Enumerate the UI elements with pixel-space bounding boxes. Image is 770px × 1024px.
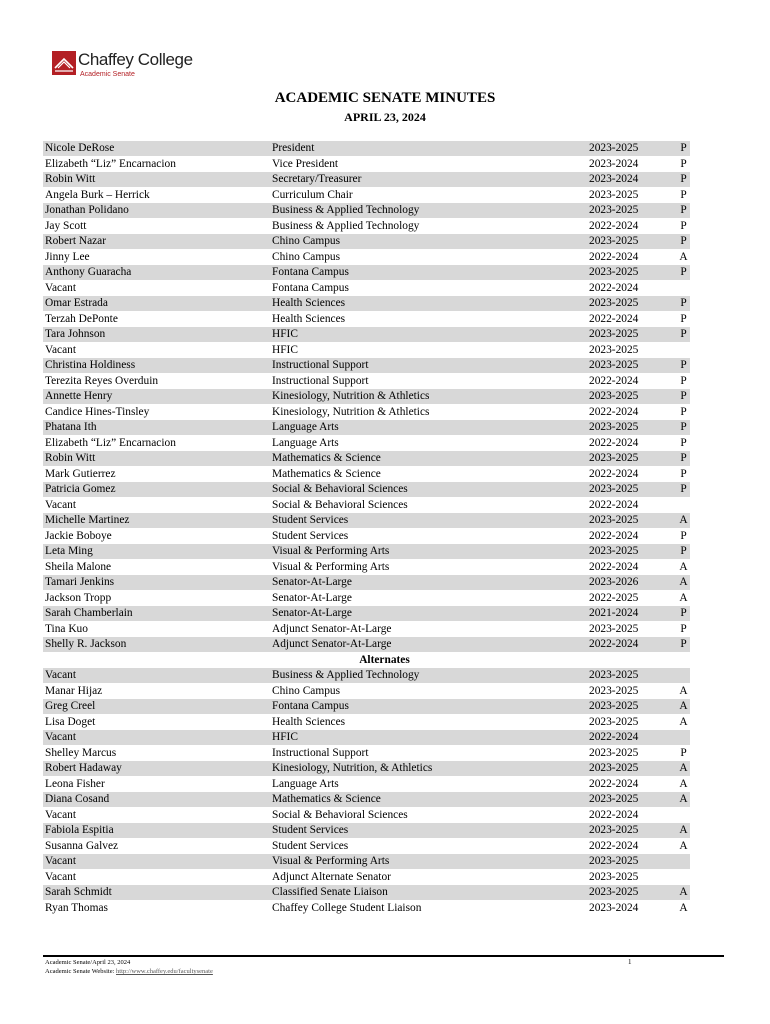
- member-position: Adjunct Alternate Senator: [272, 870, 391, 883]
- member-position: Business & Applied Technology: [270, 203, 590, 218]
- member-name: Anthony Guaracha: [43, 265, 270, 280]
- senate-website-link[interactable]: http://www.chaffey.edu/facultysenate: [116, 968, 213, 975]
- member-name: Phatana Ith: [43, 420, 270, 435]
- member-term: 2023-2025: [589, 622, 639, 635]
- member-position: Instructional Support: [272, 374, 369, 387]
- table-row: [43, 141, 691, 157]
- attendance-mark: [677, 730, 690, 745]
- member-name: Leona Fisher: [45, 777, 105, 790]
- member-position: Language Arts: [272, 436, 339, 449]
- attendance-mark: [677, 854, 690, 869]
- table-row: [43, 777, 691, 793]
- member-position: Chino Campus: [272, 250, 341, 263]
- footer: [45, 958, 213, 976]
- attendance-mark: P: [680, 188, 687, 201]
- table-row: [43, 219, 691, 235]
- table-row: [43, 327, 691, 343]
- attendance-mark: A: [677, 513, 690, 528]
- member-name: Annette Henry: [43, 389, 270, 404]
- member-term: 2023-2025: [586, 451, 689, 466]
- member-position: Senator-At-Large: [272, 591, 352, 604]
- table-row: [43, 870, 691, 886]
- member-term: 2022-2024: [589, 467, 639, 480]
- table-row: [43, 839, 691, 855]
- attendance-mark: A: [679, 777, 688, 790]
- attendance-mark: P: [677, 172, 690, 187]
- member-position: Language Arts: [270, 420, 590, 435]
- attendance-mark: A: [677, 823, 690, 838]
- member-position: Business & Applied Technology: [272, 219, 420, 232]
- member-name: Shelly R. Jackson: [43, 637, 270, 652]
- member-position: Visual & Performing Arts: [270, 544, 590, 559]
- table-row: [43, 715, 691, 731]
- attendance-mark: P: [677, 420, 690, 435]
- member-position: Fontana Campus: [272, 281, 349, 294]
- attendance-mark: [677, 808, 690, 823]
- member-term: 2023-2025: [586, 482, 689, 497]
- member-term: 2021-2024: [586, 606, 689, 621]
- table-row: [43, 622, 691, 638]
- member-term: 2022-2024: [586, 637, 689, 652]
- member-term: 2023-2025: [589, 684, 639, 697]
- member-position: Fontana Campus: [270, 699, 590, 714]
- table-row: [43, 405, 691, 421]
- document-title: ACADEMIC SENATE MINUTES: [274, 90, 496, 106]
- member-name: Vacant: [43, 854, 270, 869]
- member-position: Adjunct Senator-At-Large: [270, 637, 590, 652]
- member-term: 2022-2025: [589, 591, 639, 604]
- attendance-mark: [677, 870, 690, 885]
- member-name: Elizabeth “Liz” Encarnacion: [45, 436, 176, 449]
- member-term: 2022-2024: [589, 281, 639, 294]
- member-term: 2022-2024: [589, 777, 639, 790]
- table-row: [43, 606, 691, 622]
- alternates-header-row: [43, 653, 691, 669]
- table-row: [43, 575, 691, 591]
- member-name: Robin Witt: [43, 172, 270, 187]
- member-term: 2022-2024: [589, 374, 639, 387]
- table-row: [43, 172, 691, 188]
- attendance-mark: P: [677, 234, 690, 249]
- table-row: [43, 544, 691, 560]
- member-name: Shelley Marcus: [45, 746, 117, 759]
- alternates-heading: Alternates: [359, 653, 410, 666]
- member-position: Social & Behavioral Sciences: [272, 808, 408, 821]
- member-position: Fontana Campus: [270, 265, 590, 280]
- attendance-mark: P: [677, 544, 690, 559]
- member-term: 2022-2024: [589, 808, 639, 821]
- member-name: Vacant: [45, 498, 76, 511]
- member-term: 2022-2024: [589, 436, 639, 449]
- member-position: Social & Behavioral Sciences: [270, 482, 590, 497]
- member-name: Angela Burk – Herrick: [45, 188, 150, 201]
- attendance-mark: P: [680, 157, 687, 170]
- member-term: 2023-2025: [586, 141, 689, 156]
- member-term: 2023-2025: [586, 420, 689, 435]
- member-position: Health Sciences: [272, 312, 346, 325]
- table-row: [43, 684, 691, 700]
- member-term: 2023-2025: [589, 746, 639, 759]
- attendance-mark: P: [680, 467, 687, 480]
- member-position: Visual & Performing Arts: [270, 854, 590, 869]
- member-term: 2023-2024: [586, 172, 689, 187]
- member-position: Classified Senate Liaison: [270, 885, 590, 900]
- table-row: [43, 234, 691, 250]
- attendance-mark: A: [679, 901, 688, 914]
- attendance-mark: P: [680, 312, 687, 325]
- attendance-mark: P: [677, 141, 690, 156]
- table-row: [43, 823, 691, 839]
- member-position: Kinesiology, Nutrition, & Athletics: [270, 761, 590, 776]
- table-row: [43, 529, 691, 545]
- member-term: 2023-2025: [586, 823, 689, 838]
- table-row: [43, 358, 691, 374]
- member-position: Student Services: [270, 823, 590, 838]
- table-row: [43, 901, 691, 917]
- member-name: Tamari Jenkins: [43, 575, 270, 590]
- attendance-mark: P: [677, 358, 690, 373]
- table-row: [43, 420, 691, 436]
- table-row: [43, 482, 691, 498]
- member-term: 2023-2025: [589, 715, 639, 728]
- table-row: [43, 312, 691, 328]
- attendance-mark: P: [677, 482, 690, 497]
- table-row: [43, 296, 691, 312]
- attendance-mark: P: [677, 327, 690, 342]
- attendance-mark: P: [680, 374, 687, 387]
- table-row: [43, 265, 691, 281]
- member-name: Vacant: [45, 343, 76, 356]
- member-position: Instructional Support: [272, 746, 369, 759]
- member-term: 2022-2024: [586, 730, 689, 745]
- member-name: Vacant: [43, 730, 270, 745]
- attendance-table: [43, 141, 691, 916]
- table-row: [43, 885, 691, 901]
- attendance-mark: A: [679, 684, 688, 697]
- member-term: 2022-2024: [589, 560, 639, 573]
- table-row: [43, 513, 691, 529]
- member-position: Student Services: [270, 513, 590, 528]
- footer-line-2: [45, 967, 213, 976]
- table-row: [43, 389, 691, 405]
- member-term: 2023-2025: [586, 699, 689, 714]
- page-number: 1: [628, 958, 632, 966]
- member-name: Ryan Thomas: [45, 901, 108, 914]
- member-name: Jonathan Polidano: [43, 203, 270, 218]
- member-name: Elizabeth “Liz” Encarnacion: [45, 157, 176, 170]
- member-term: 2022-2024: [589, 529, 639, 542]
- attendance-mark: [677, 498, 690, 513]
- member-name: Greg Creel: [43, 699, 270, 714]
- member-term: 2022-2024: [589, 312, 639, 325]
- table-row: [43, 560, 691, 576]
- member-term: 2023-2024: [589, 157, 639, 170]
- member-term: 2023-2025: [586, 358, 689, 373]
- member-position: Health Sciences: [272, 715, 346, 728]
- table-row: [43, 343, 691, 359]
- member-name: Vacant: [45, 870, 76, 883]
- member-position: Mathematics & Science: [270, 792, 590, 807]
- member-position: Mathematics & Science: [272, 467, 381, 480]
- document-date: APRIL 23, 2024: [344, 110, 426, 124]
- member-position: Kinesiology, Nutrition & Athletics: [270, 389, 590, 404]
- member-name: Fabiola Espitia: [43, 823, 270, 838]
- member-term: 2023-2025: [586, 389, 689, 404]
- table-row: [43, 250, 691, 266]
- member-term: 2023-2025: [586, 234, 689, 249]
- member-name: Candice Hines-Tinsley: [45, 405, 150, 418]
- member-position: HFIC: [272, 343, 298, 356]
- member-name: Tina Kuo: [45, 622, 88, 635]
- member-position: Student Services: [272, 839, 349, 852]
- attendance-mark: P: [677, 265, 690, 280]
- table-row: [43, 761, 691, 777]
- attendance-mark: A: [677, 885, 690, 900]
- attendance-mark: A: [679, 250, 688, 263]
- member-term: 2023-2025: [586, 792, 689, 807]
- footer-line-1: Academic Senate/April 23, 2024: [45, 959, 131, 966]
- member-name: Sarah Chamberlain: [43, 606, 270, 621]
- table-row: [43, 203, 691, 219]
- member-name: Vacant: [45, 281, 76, 294]
- attendance-mark: A: [679, 715, 688, 728]
- member-position: Business & Applied Technology: [270, 668, 590, 683]
- attendance-mark: P: [680, 436, 687, 449]
- member-name: Leta Ming: [43, 544, 270, 559]
- table-row: [43, 792, 691, 808]
- attendance-mark: P: [677, 606, 690, 621]
- table-row: [43, 637, 691, 653]
- attendance-mark: A: [677, 575, 690, 590]
- member-term: 2023-2025: [586, 885, 689, 900]
- member-term: 2023-2025: [586, 544, 689, 559]
- table-row: [43, 188, 691, 204]
- member-name: Omar Estrada: [43, 296, 270, 311]
- attendance-mark: A: [677, 699, 690, 714]
- member-position: Adjunct Senator-At-Large: [272, 622, 392, 635]
- member-position: Mathematics & Science: [270, 451, 590, 466]
- member-name: Tara Johnson: [43, 327, 270, 342]
- table-row: [43, 730, 691, 746]
- member-term: 2023-2024: [589, 901, 639, 914]
- chaffey-logo-icon: [52, 51, 76, 75]
- member-name: Diana Cosand: [43, 792, 270, 807]
- member-name: Robin Witt: [43, 451, 270, 466]
- footer-divider: [43, 955, 724, 957]
- attendance-mark: A: [679, 839, 688, 852]
- member-name: Michelle Martinez: [43, 513, 270, 528]
- member-term: 2023-2025: [586, 761, 689, 776]
- member-name: Christina Holdiness: [43, 358, 270, 373]
- member-term: 2023-2025: [586, 296, 689, 311]
- member-term: 2022-2024: [589, 839, 639, 852]
- member-name: Patricia Gomez: [43, 482, 270, 497]
- member-position: Chaffey College Student Liaison: [272, 901, 422, 914]
- member-position: Health Sciences: [270, 296, 590, 311]
- member-term: 2023-2025: [586, 854, 689, 869]
- table-row: [43, 699, 691, 715]
- table-row: [43, 591, 691, 607]
- member-name: Terzah DePonte: [45, 312, 118, 325]
- attendance-mark: [677, 343, 690, 358]
- member-position: Secretary/Treasurer: [270, 172, 590, 187]
- member-name: Manar Hijaz: [45, 684, 103, 697]
- table-row: [43, 157, 691, 173]
- table-row: [43, 467, 691, 483]
- member-term: 2023-2025: [586, 668, 689, 683]
- member-term: 2022-2024: [589, 405, 639, 418]
- member-position: Social & Behavioral Sciences: [272, 498, 408, 511]
- attendance-mark: P: [680, 405, 687, 418]
- attendance-mark: P: [677, 296, 690, 311]
- member-name: Jay Scott: [45, 219, 87, 232]
- table-row: [43, 451, 691, 467]
- member-position: Visual & Performing Arts: [272, 560, 390, 573]
- member-term: 2022-2024: [589, 219, 639, 232]
- member-name: Jinny Lee: [45, 250, 90, 263]
- member-term: 2022-2024: [589, 498, 639, 511]
- member-name: Jackson Tropp: [45, 591, 112, 604]
- attendance-mark: P: [680, 219, 687, 232]
- attendance-mark: P: [680, 529, 687, 542]
- member-position: Senator-At-Large: [270, 575, 590, 590]
- member-term: 2023-2025: [589, 870, 639, 883]
- attendance-mark: A: [677, 761, 690, 776]
- member-name: Mark Gutierrez: [45, 467, 116, 480]
- attendance-mark: P: [680, 746, 687, 759]
- member-position: Student Services: [272, 529, 349, 542]
- member-term: 2023-2025: [586, 203, 689, 218]
- member-position: Vice President: [272, 157, 339, 170]
- table-row: [43, 854, 691, 870]
- member-term: 2023-2025: [586, 327, 689, 342]
- member-position: Senator-At-Large: [270, 606, 590, 621]
- member-name: Sarah Schmidt: [43, 885, 270, 900]
- attendance-mark: [677, 281, 690, 296]
- attendance-mark: P: [677, 451, 690, 466]
- logo-name: Chaffey College: [78, 50, 193, 69]
- member-position: Language Arts: [272, 777, 339, 790]
- member-name: Vacant: [45, 808, 76, 821]
- member-name: Vacant: [43, 668, 270, 683]
- attendance-mark: P: [677, 203, 690, 218]
- member-position: HFIC: [270, 730, 590, 745]
- member-name: Lisa Doget: [45, 715, 96, 728]
- attendance-mark: P: [680, 622, 687, 635]
- member-name: Sheila Malone: [45, 560, 112, 573]
- table-row: [43, 436, 691, 452]
- member-position: Chino Campus: [272, 684, 341, 697]
- table-row: [43, 746, 691, 762]
- member-term: 2022-2024: [589, 250, 639, 263]
- attendance-mark: A: [679, 560, 688, 573]
- member-term: 2023-2025: [589, 343, 639, 356]
- member-term: 2023-2025: [586, 265, 689, 280]
- table-row: [43, 281, 691, 297]
- attendance-mark: P: [677, 637, 690, 652]
- attendance-mark: A: [677, 792, 690, 807]
- member-name: Nicole DeRose: [43, 141, 270, 156]
- member-name: Robert Hadaway: [43, 761, 270, 776]
- logo-subtitle: Academic Senate: [80, 71, 135, 78]
- member-name: Robert Nazar: [43, 234, 270, 249]
- table-row: [43, 808, 691, 824]
- member-position: President: [270, 141, 590, 156]
- chaffey-college-logo: [52, 50, 192, 82]
- member-term: 2023-2026: [586, 575, 689, 590]
- table-row: [43, 498, 691, 514]
- attendance-mark: [677, 668, 690, 683]
- member-position: Curriculum Chair: [272, 188, 353, 201]
- member-name: Terezita Reyes Overduin: [45, 374, 159, 387]
- member-position: Kinesiology, Nutrition & Athletics: [272, 405, 430, 418]
- attendance-mark: P: [677, 389, 690, 404]
- member-position: Instructional Support: [270, 358, 590, 373]
- footer-website-label: Academic Senate Website:: [45, 968, 115, 975]
- member-term: 2023-2025: [589, 188, 639, 201]
- member-position: HFIC: [270, 327, 590, 342]
- member-term: 2023-2025: [586, 513, 689, 528]
- attendance-mark: A: [679, 591, 688, 604]
- member-name: Jackie Boboye: [45, 529, 112, 542]
- member-position: Chino Campus: [270, 234, 590, 249]
- table-row: [43, 374, 691, 390]
- member-name: Susanna Galvez: [45, 839, 119, 852]
- table-row: [43, 668, 691, 684]
